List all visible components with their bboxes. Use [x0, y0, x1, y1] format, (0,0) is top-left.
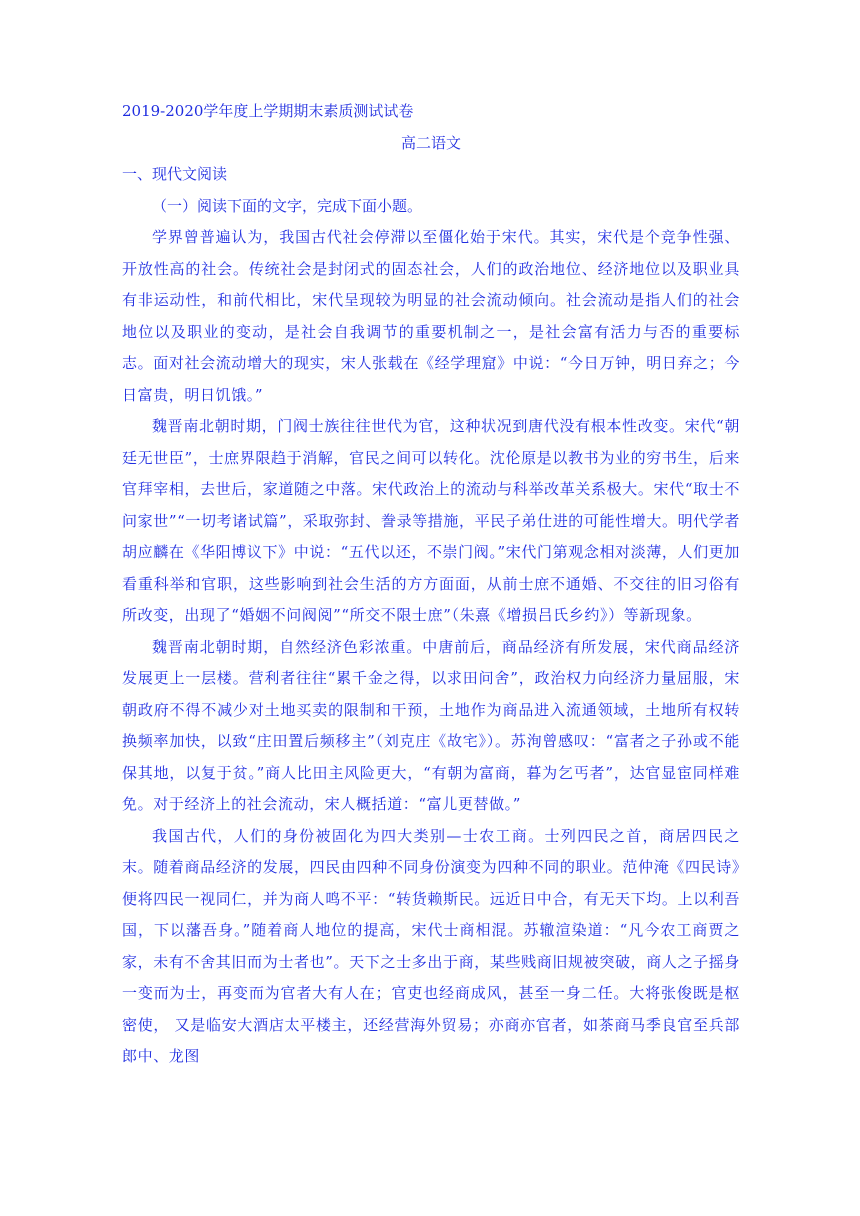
subject-title: 高二语文: [400, 133, 461, 152]
reading-instruction: （一）阅读下面的文字，完成下面小题。: [152, 196, 423, 215]
section-heading: 一、现代文阅读: [122, 165, 228, 183]
exam-title: 2019-2020学年度上学期期末素质测试试卷: [122, 102, 414, 120]
passage-paragraph: 魏晋南北朝时期，门阀士族往往世代为官，这种状况到唐代没有根本性改变。宋代“朝廷无世臣”，士庶界限趋于消解，官民之间可以转化。沈伦原是以教书为业的穷书生，后来官拜宰相，去世后，家道随之中落。宋代政治上的流动与科举改革关系极大。宋代“取士不问家世”“一切考诸试篇”，采取弥封、誊录等措施，平民子弟仕进的可能性增大。明代学者胡应麟在《华阳博议下》中说：“五代以还，不崇门阀。”宋代门第观念相对淡薄，人们更加看重科举和官职，这些影响到社会生活的方方面面，从前士庶不通婚、不交往的旧习俗有所改变，出现了“婚姻不问阀阅”“所交不限士庶”（朱熹《增损吕氏乡约》）等新现象。: [122, 417, 740, 624]
passage-paragraph: 学界曾普遍认为，我国古代社会停滞以至僵化始于宋代。其实，宋代是个竞争性强、开放性高的社会。传统社会是封闭式的固态社会，人们的政治地位、经济地位以及职业具有非运动性，和前代相比，宋代呈现较为明显的社会流动倾向。社会流动是指人们的社会地位以及职业的变动，是社会自我调节的重要机制之一，是社会富有活力与否的重要标志。面对社会流动增大的现实，宋人张载在《经学理窟》中说：“今日万钟，明日弃之；今日富贵，明日饥饿。”: [122, 228, 740, 404]
exam-page: [122, 96, 740, 1073]
passage-paragraph: 我国古代，人们的身份被固化为四大类别—士农工商。士列四民之首，商居四民之末。随着商品经济的发展，四民由四种不同身份演变为四种不同的职业。范仲淹《四民诗》便将四民一视同仁，并为商人鸣不平：“转货赖斯民。远近日中合，有无天下均。上以利吾国，下以藩吾身。”随着商人地位的提高，宋代士商相混。苏辙渲染道：“凡今农工商贾之家，未有不舍其旧而为士者也”。天下之士多出于商，某些贱商旧规被突破，商人之子摇身一变而为士，再变而为官者大有人在；官吏也经商成风，甚至一身二任。大将张俊既是枢密使， 又是临安大酒店太平楼主，还经营海外贸易；亦商亦官者，如茶商马季良官至兵部郎中、龙图: [122, 826, 740, 1065]
passage-paragraph: 魏晋南北朝时期，自然经济色彩浓重。中唐前后，商品经济有所发展，宋代商品经济发展更上一层楼。营利者往往“累千金之得，以求田问舍”，政治权力向经济力量屈服，宋朝政府不得不减少对土地买卖的限制和干预，土地作为商品进入流通领域，土地所有权转换频率加快，以致“庄田置后频移主”（刘克庄《故宅》）。苏洵曾感叹：“富者之子孙或不能保其地，以复于贫。”商人比田主风险更大，“有朝为富商，暮为乞丐者”，达官显宦同样难免。对于经济上的社会流动，宋人概括道：“富儿更替做。”: [122, 637, 740, 813]
